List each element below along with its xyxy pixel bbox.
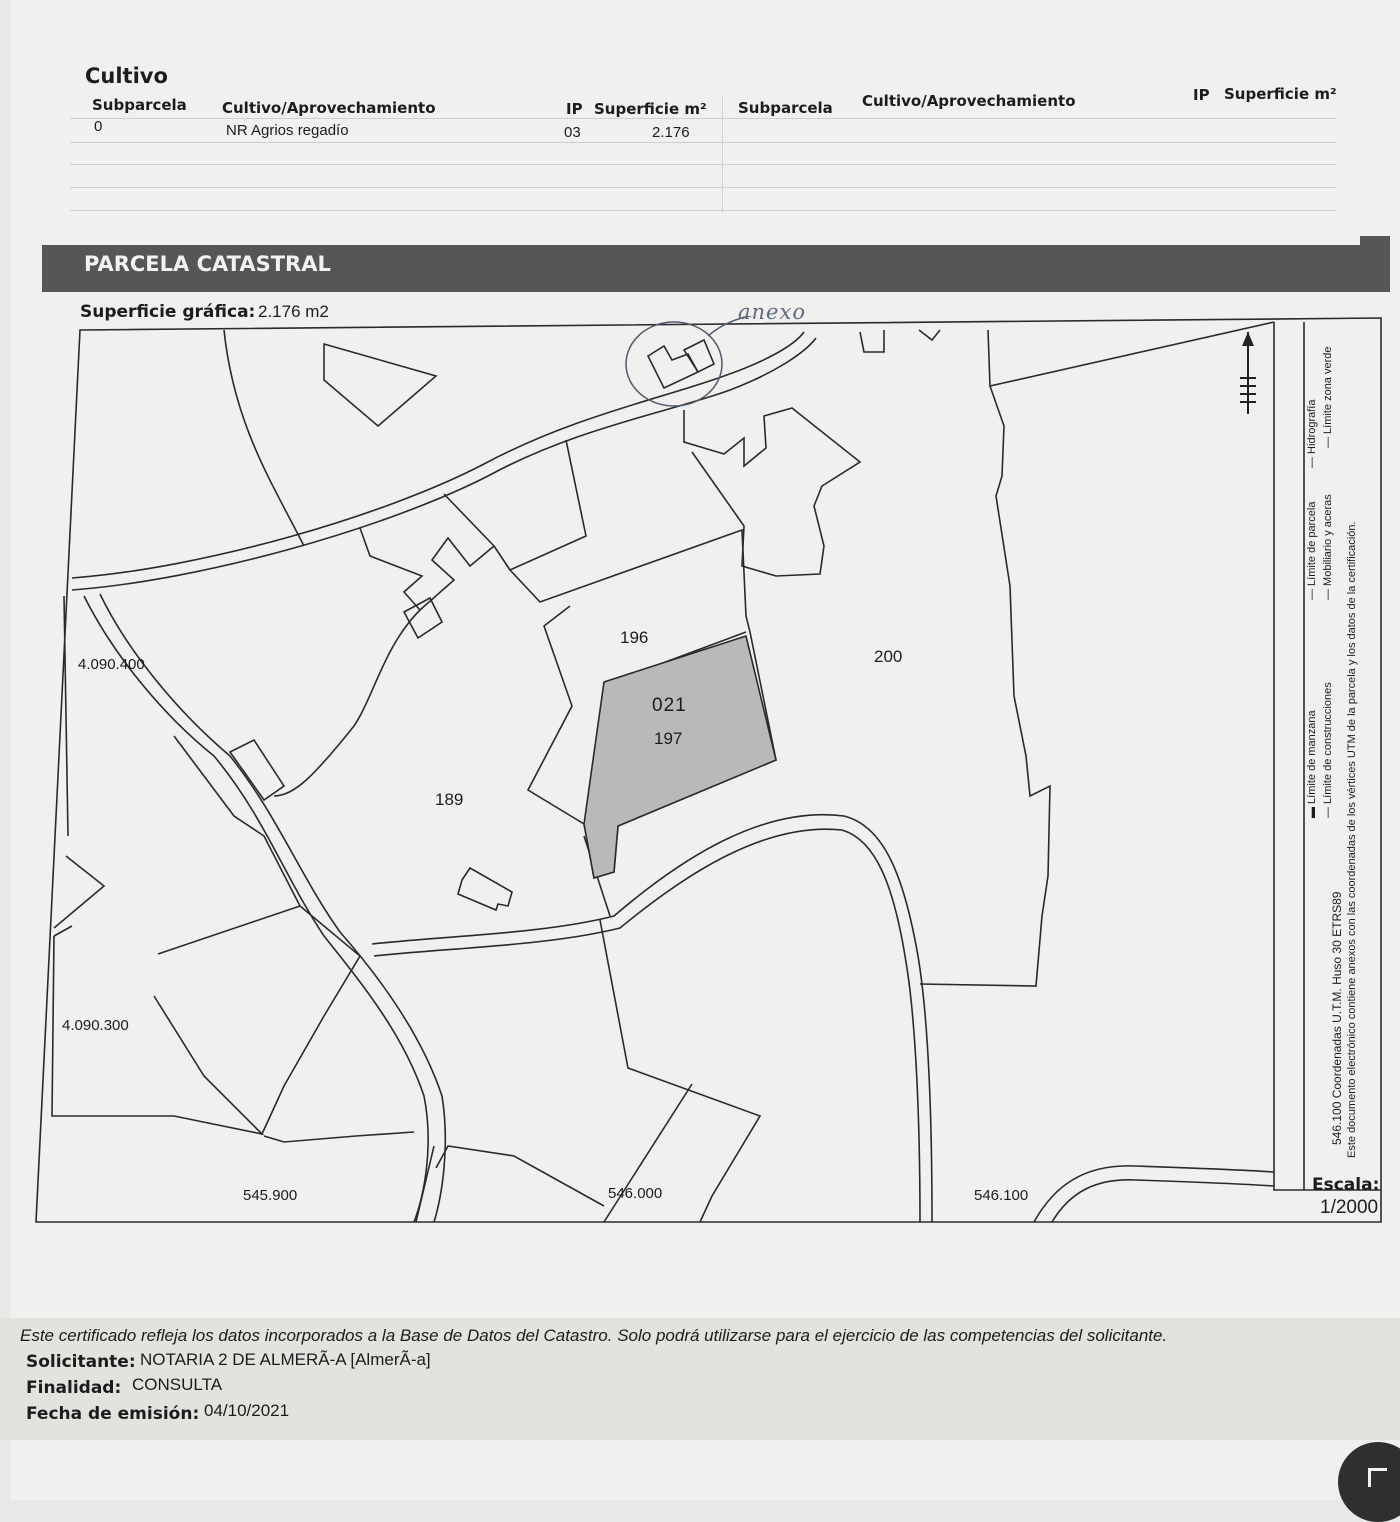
superficie-grafica-value: 2.176 m2 [258, 302, 329, 321]
header-cultivo-right: Cultivo/Aprovechamiento [862, 92, 1076, 110]
legend-manzana: ▬ Límite de manzana [1306, 710, 1318, 818]
finalidad-value: CONSULTA [132, 1375, 223, 1394]
legend-mobiliario: — Mobiliario y aceras [1322, 494, 1334, 600]
legend-annex-note: Este documento electrónico contiene anexos con las coordenadas de los vértices UTM de la parcela y los datos de la certificación. [1346, 521, 1358, 1158]
header-ip-right: IP [1193, 86, 1210, 104]
header-ip-left: IP [566, 100, 583, 118]
superficie-grafica-label: Superficie gráfica: [80, 302, 256, 322]
handwritten-annotation: anexo [738, 300, 806, 324]
cultivo-title: Cultivo [85, 64, 168, 88]
coord-y-4090300: 4.090.300 [62, 1017, 129, 1034]
north-arrow-icon [1238, 332, 1258, 414]
row-cultivo: NR Agrios regadío [226, 122, 349, 139]
row-superficie: 2.176 [652, 124, 690, 141]
header-subparcela-left: Subparcela [92, 96, 187, 114]
parcel-label-200: 200 [874, 647, 903, 666]
finalidad-label: Finalidad: [26, 1378, 122, 1398]
corner-bracket-icon [1368, 1468, 1387, 1487]
cadastral-map [24, 316, 1390, 1236]
solicitante-label: Solicitante: [26, 1352, 136, 1372]
legend-utm-note: 546.100 Coordenadas U.T.M. Huso 30 ETRS89 [1330, 891, 1344, 1145]
coord-x-546000: 546.000 [608, 1185, 663, 1202]
escala-label: Escala: [1312, 1175, 1380, 1195]
parcel-label-197: 197 [654, 729, 683, 748]
parcel-label-021: 021 [652, 695, 687, 716]
coord-y-4090400: 4.090.400 [78, 656, 145, 673]
parcel-label-189: 189 [435, 790, 464, 809]
banner-title: PARCELA CATASTRAL [84, 252, 331, 276]
legend-zona-verde: — Límite zona verde [1322, 346, 1334, 448]
row-subparcela: 0 [94, 118, 103, 135]
escala-value: 1/2000 [1320, 1197, 1379, 1218]
fecha-emision-value: 04/10/2021 [204, 1401, 290, 1420]
legend-construcciones: — Límite de construcciones [1322, 682, 1334, 818]
legend-hidrografia: — Hidrografía [1306, 399, 1318, 468]
parcel-label-196: 196 [620, 628, 649, 647]
solicitante-value: NOTARIA 2 DE ALMERÃ-A [AlmerÃ-a] [140, 1350, 431, 1369]
fecha-emision-label: Fecha de emisión: [26, 1404, 200, 1424]
row-ip: 03 [564, 124, 581, 141]
header-subparcela-right: Subparcela [738, 99, 833, 117]
disclaimer-text: Este certificado refleja los datos incorporados a la Base de Datos del Catastro. Solo podrá utilizarse para el ejercicio de las competencias del solicitante. [20, 1326, 1168, 1345]
header-superficie-right: Superficie m² [1224, 85, 1337, 103]
header-cultivo-left: Cultivo/Aprovechamiento [222, 99, 436, 117]
legend-parcela: — Límite de parcela [1306, 501, 1318, 600]
coord-x-546100: 546.100 [974, 1187, 1029, 1204]
coord-x-545900: 545.900 [243, 1187, 298, 1204]
header-superficie-left: Superficie m² [594, 100, 707, 118]
